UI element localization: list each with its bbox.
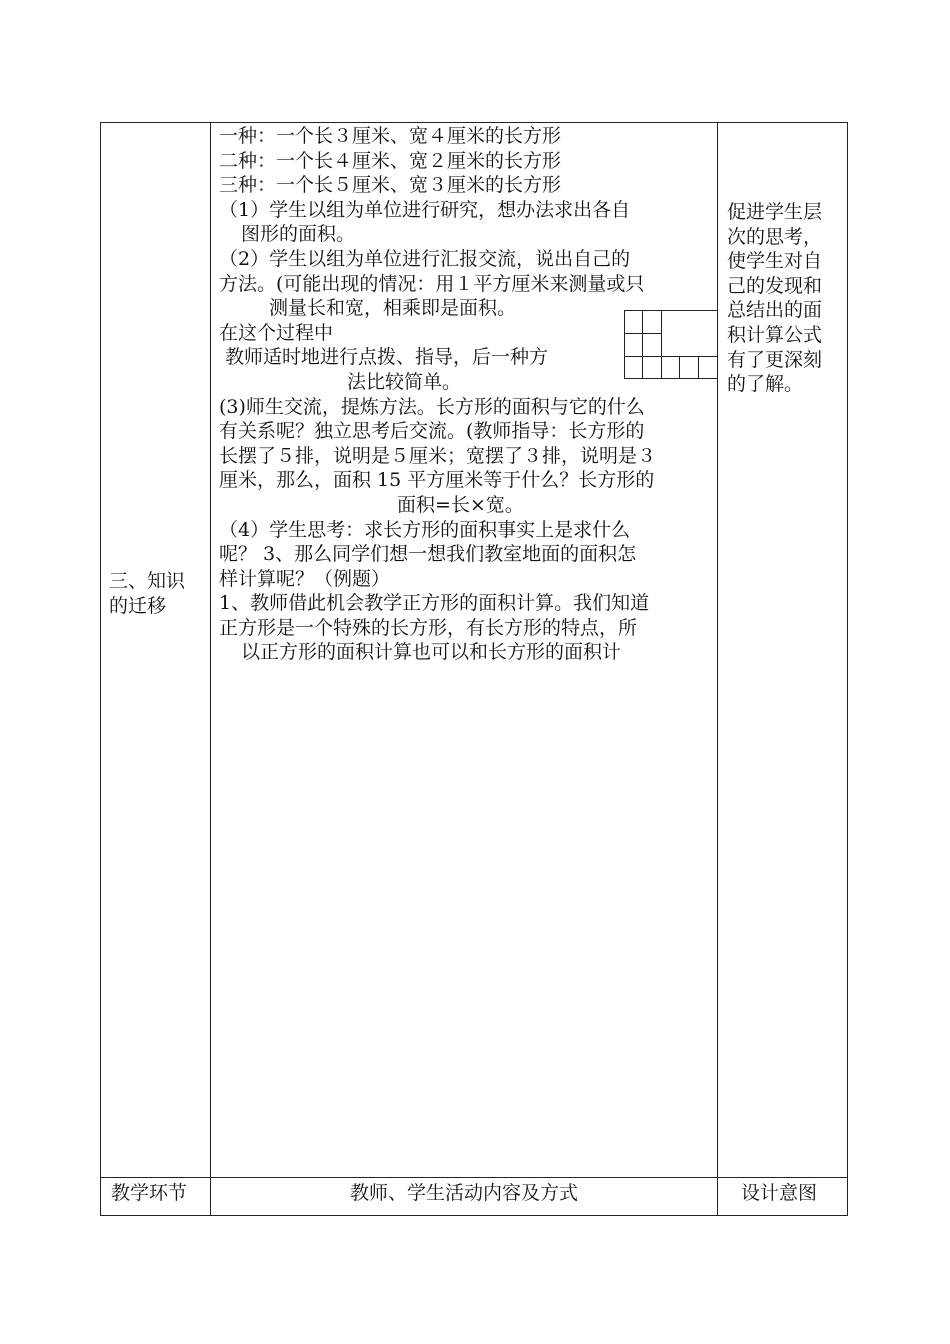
step3-line: 有关系呢？独立思考后交流。(教师指导：长方形的 xyxy=(219,420,645,443)
design-intent-line: 次的思考， xyxy=(727,225,823,248)
design-intent-line: 的了解。 xyxy=(727,373,804,396)
grid-line xyxy=(698,356,699,379)
step3-line: 长摆了５排，说明是５厘米；宽摆了３排，说明是３ xyxy=(219,444,657,467)
unit-square-grid-figure xyxy=(624,310,718,379)
kind-line: 三种：一个长５厘米、宽３厘米的长方形 xyxy=(219,174,562,197)
design-intent-line: 积计算公式 xyxy=(727,323,823,346)
design-intent xyxy=(727,200,822,397)
process-line: 教师适时地进行点拨、指导，后一种方 xyxy=(225,346,549,369)
grid-line xyxy=(642,311,643,378)
step3-line: 厘米，那么，面积 15 平方厘米等于什么？长方形的 xyxy=(219,469,655,492)
design-intent-line: 己的发现和 xyxy=(727,274,823,297)
step3-line: 面积=长×宽。 xyxy=(397,493,524,516)
footer-teaching-stage: 教学环节 xyxy=(111,1182,188,1204)
step3-line: (3)师生交流，提炼方法。长方形的面积与它的什么 xyxy=(219,395,645,418)
lesson-plan-table xyxy=(100,122,848,1216)
step2-line: 方法。(可能出现的情况：用１平方厘米来测量或只 xyxy=(219,272,645,295)
process-line: 法比较简单。 xyxy=(347,370,462,393)
design-intent-line: 有了更深刻 xyxy=(727,348,823,371)
grid-line xyxy=(625,333,661,334)
process-line: 在这个过程中 xyxy=(219,321,334,344)
design-intent-line: 总结出的面 xyxy=(727,299,823,322)
grid-line xyxy=(625,356,717,357)
step2-line: 测量长和宽，相乘即是面积。 xyxy=(269,297,517,320)
grid-line xyxy=(679,356,680,379)
column-divider xyxy=(717,123,718,1215)
row-divider xyxy=(101,1177,847,1178)
step5-line: 正方形是一个特殊的长方形，有长方形的特点，所 xyxy=(219,616,638,639)
footer-activity-content: 教师、学生活动内容及方式 xyxy=(349,1182,578,1204)
step2-line: （2）学生以组为单位进行汇报交流，说出自己的 xyxy=(219,247,631,270)
footer-design-intent: 设计意图 xyxy=(741,1182,818,1204)
step5-line: 1、教师借此机会教学正方形的面积计算。我们知道 xyxy=(219,592,650,615)
column-divider xyxy=(210,123,211,1215)
step4-line: （4）学生思考：求长方形的面积事实上是求什么 xyxy=(219,518,631,541)
step5-line: 以正方形的面积计算也可以和长方形的面积计 xyxy=(241,641,622,664)
grid-line xyxy=(661,311,662,378)
activity-content xyxy=(219,124,711,665)
section-label xyxy=(109,569,185,618)
step4-line: 样计算呢？（例题） xyxy=(219,567,391,590)
step1-line: 图形的面积。 xyxy=(241,223,356,246)
kind-line: 一种：一个长３厘米、宽４厘米的长方形 xyxy=(219,125,562,147)
step4-line: 呢？ 3、那么同学们想一想我们教室地面的面积怎 xyxy=(219,543,637,566)
step1-line: （1）学生以组为单位进行研究，想办法求出各自 xyxy=(219,198,631,221)
section-label-line: 三、知识 xyxy=(109,570,186,592)
section-label-line: 的迁移 xyxy=(109,594,167,617)
kind-line: 二种：一个长４厘米、宽２厘米的长方形 xyxy=(219,149,562,172)
design-intent-line: 促进学生层 xyxy=(727,201,823,223)
design-intent-line: 使学生对自 xyxy=(727,250,823,273)
